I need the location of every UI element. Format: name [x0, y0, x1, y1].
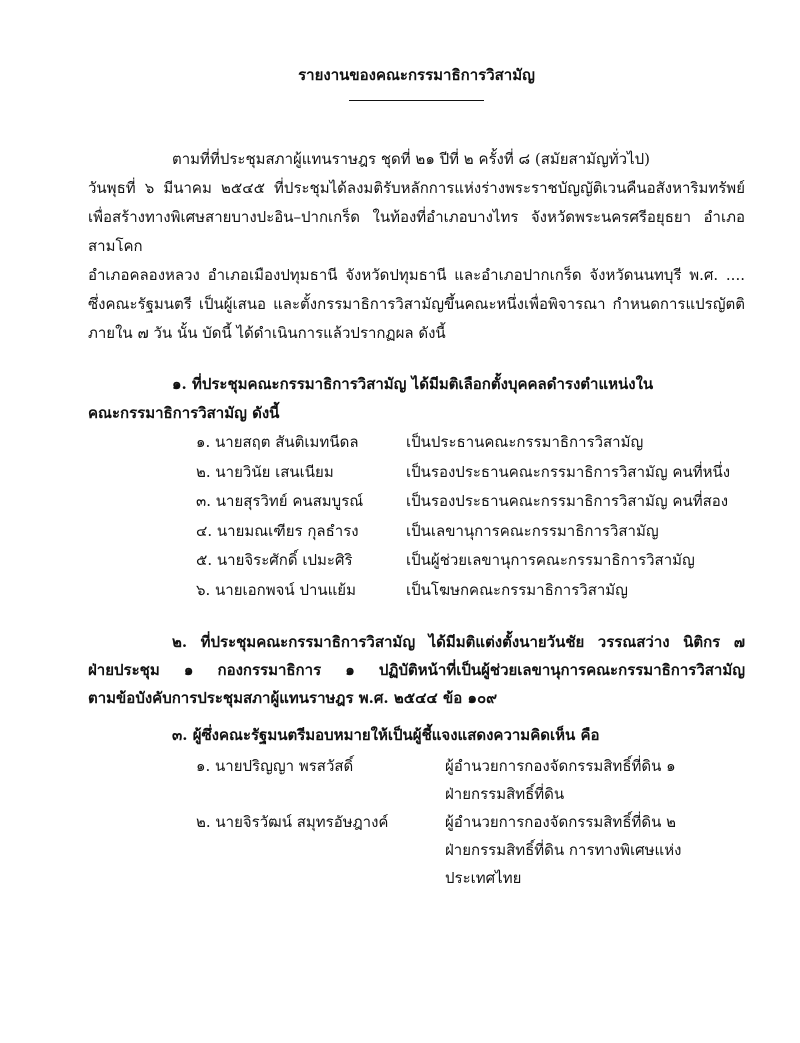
member-name: ๔. นายมณเฑียร กุลธำรง [196, 521, 359, 540]
official-list [88, 752, 745, 892]
official-name: ๑. นายปริญญา พรสวัสดิ์ [196, 756, 354, 775]
official-role-line: ฝ่ายกรรมสิทธิ์ที่ดิน [445, 784, 565, 803]
intro-line: ภายใน ๗ วัน นั้น บัดนี้ ได้ดำเนินการแล้วปรากฏผล ดังนี้ [88, 324, 446, 342]
document-title: รายงานของคณะกรรมาธิการวิสามัญ [298, 66, 535, 84]
member-row [88, 576, 745, 606]
title-underline [349, 100, 484, 101]
member-row [88, 428, 745, 458]
member-role: เป็นรองประธานคณะกรรมาธิการวิสามัญ คนที่หนึ่ง [406, 462, 731, 481]
member-name: ๕. นายจิระศักดิ์ เปมะศิริ [196, 551, 353, 570]
member-role: เป็นรองประธานคณะกรรมาธิการวิสามัญ คนที่สอง [406, 492, 729, 511]
member-name: ๓. นายสุรวิทย์ คนสมบูรณ์ [196, 492, 364, 511]
member-name: ๖. นายเอกพจน์ ปานแย้ม [196, 580, 356, 599]
member-role: เป็นผู้ช่วยเลขานุการคณะกรรมาธิการวิสามัญ [406, 551, 695, 570]
intro-paragraph [88, 145, 745, 348]
section-1-heading-line: คณะกรรมาธิการวิสามัญ ดังนี้ [88, 404, 280, 422]
official-row [88, 808, 745, 892]
member-role: เป็นเลขานุการคณะกรรมาธิการวิสามัญ [406, 521, 659, 540]
section-1-heading-line: ๑. ที่ประชุมคณะกรรมาธิการวิสามัญ ได้มีมติเลือกตั้งบุคคลดำรงตำแหน่งใน [172, 375, 654, 393]
document-body [88, 61, 745, 892]
official-row [88, 752, 745, 808]
official-role [445, 808, 745, 892]
member-role: เป็นโฆษกคณะกรรมาธิการวิสามัญ [406, 580, 628, 599]
official-role-line: ผู้อำนวยการกองจัดกรรมสิทธิ์ที่ดิน ๒ [445, 812, 677, 831]
member-name: ๑. นายสฤต สันติเมทนีดล [196, 433, 359, 451]
official-role-line: ฝ่ายกรรมสิทธิ์ที่ดิน การทางพิเศษแห่งประเทศไทย [445, 840, 682, 887]
official-role-line: ผู้อำนวยการกองจัดกรรมสิทธิ์ที่ดิน ๑ [445, 756, 676, 775]
member-row [88, 458, 745, 488]
intro-line: วันพุธที่ ๖ มีนาคม ๒๕๔๕ ที่ประชุมได้ลงมติรับหลักการแห่งร่างพระราชบัญญัติเวนคืนอสังหาริมทรัพย์ [88, 179, 745, 197]
official-name: ๒. นายจิรวัฒน์ สมุทรอัษฎางค์ [196, 812, 389, 831]
section-2-paragraph [88, 628, 745, 712]
member-role: เป็นประธานคณะกรรมาธิการวิสามัญ [406, 433, 644, 451]
member-row [88, 517, 745, 547]
section-1-heading [88, 370, 745, 428]
section-2-line: ฝ่ายประชุม ๑ กองกรรมาธิการ ๑ ปฏิบัติหน้าที่เป็นผู้ช่วยเลขานุการคณะกรรมาธิการวิสามัญ [88, 660, 745, 679]
intro-line: ซึ่งคณะรัฐมนตรี เป็นผู้เสนอ และตั้งกรรมาธิการวิสามัญขึ้นคณะหนึ่งเพื่อพิจารณา กำหนดการแปรญัตติ [88, 295, 745, 313]
section-3-heading: ๓. ผู้ซึ่งคณะรัฐมนตรีมอบหมายให้เป็นผู้ชี้แจงแสดงความคิดเห็น คือ [172, 725, 600, 744]
intro-line: เพื่อสร้างทางพิเศษสายบางปะอิน–ปากเกร็ด ในท้องที่อำเภอบางไทร จังหวัดพระนครศรีอยุธยา อำเภอสามโคก [88, 208, 745, 255]
intro-line: ตามที่ที่ประชุมสภาผู้แทนราษฎร ชุดที่ ๒๑ ปีที่ ๒ ครั้งที่ ๘ (สมัยสามัญทั่วไป) [172, 150, 651, 168]
member-list [88, 428, 745, 606]
section-2-line: ๒. ที่ประชุมคณะกรรมาธิการวิสามัญ ได้มีมติแต่งตั้งนายวันชัย วรรณสว่าง นิติกร ๗ [172, 632, 745, 651]
intro-line: อำเภอคลองหลวง อำเภอเมืองปทุมธานี จังหวัดปทุมธานี และอำเภอปากเกร็ด จังหวัดนนทบุรี พ.ศ. .... [88, 266, 745, 284]
member-name: ๒. นายวินัย เสนเนียม [196, 462, 334, 481]
section-2-line: ตามข้อบังคับการประชุมสภาผู้แทนราษฎร พ.ศ. ๒๕๔๔ ข้อ ๑๐๙ [88, 688, 498, 707]
member-row [88, 546, 745, 576]
member-row [88, 487, 745, 517]
official-role [445, 752, 745, 808]
